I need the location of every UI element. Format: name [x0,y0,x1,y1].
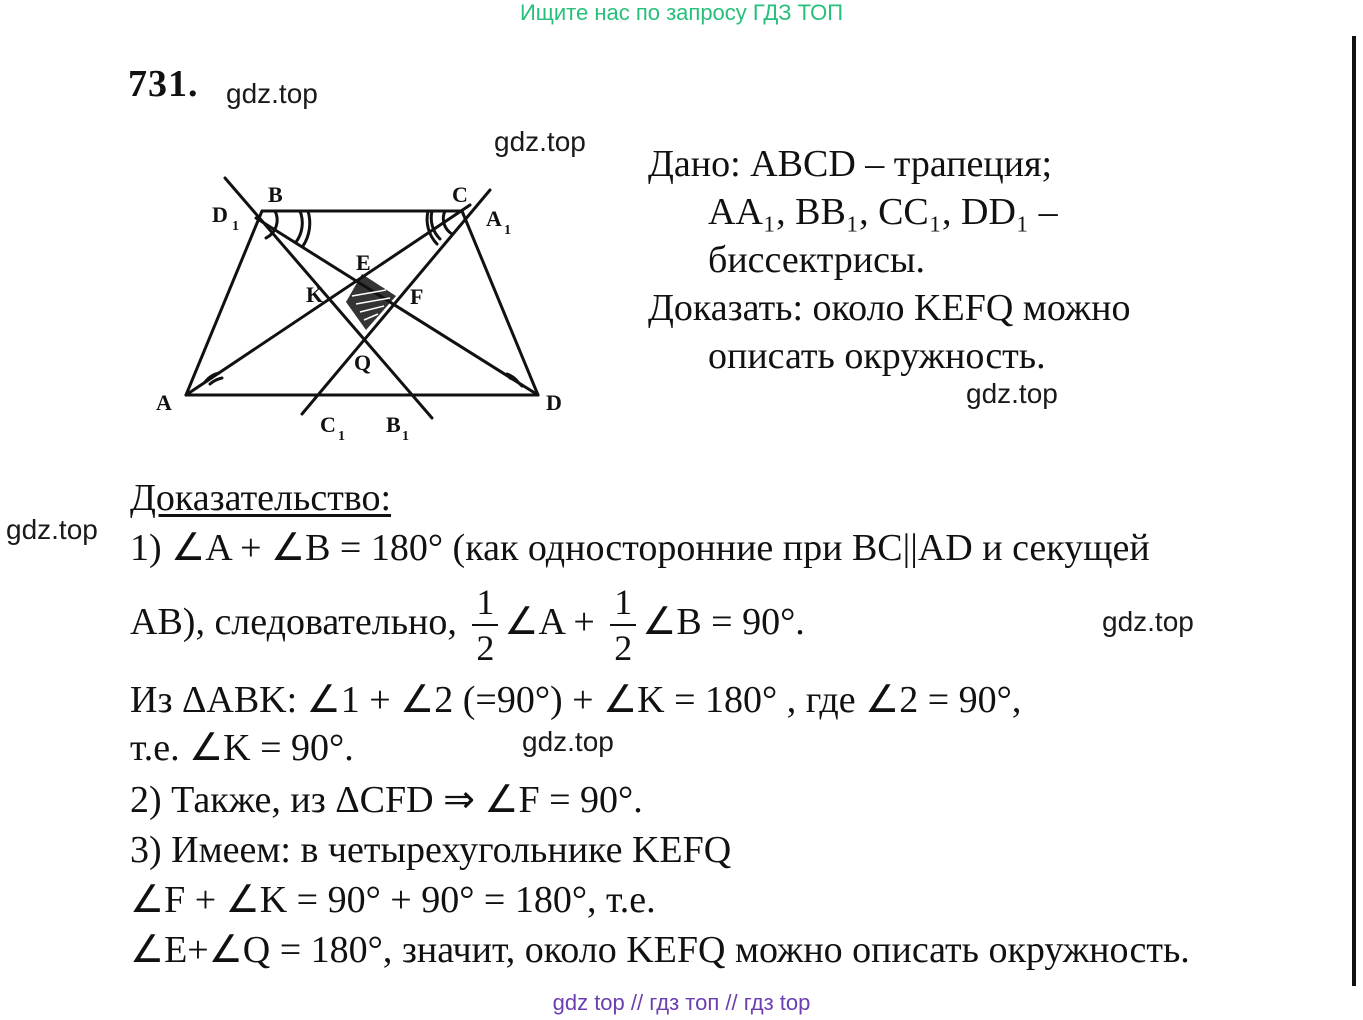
proof-line: Из ΔABK: ∠1 + ∠2 (=90°) + ∠K = 180° , где ∠2 = 90°, [130,679,1022,721]
fraction-numerator: 1 [610,584,636,626]
side-ab [186,211,262,395]
label-e: E [356,250,371,275]
trapezoid-figure [140,160,610,450]
watermark: gdz.top [226,78,318,109]
proof-line: ∠F + ∠K = 90° + 90° = 180°, т.е. [130,879,656,921]
label-subscript: 1 [402,429,409,444]
label-a1: A [486,206,502,231]
proof-line: 2) Также, из ΔCFD ⇒ ∠F = 90°. [130,779,643,821]
label-subscript: 1 [338,429,345,444]
angle-arc-b [296,211,302,242]
bisector-dd1 [256,218,538,395]
watermark: gdz.top [522,726,614,757]
proof-line: т.е. ∠K = 90°. [130,727,354,769]
scan-edge-line [1352,36,1356,986]
search-hint-link[interactable]: Ищите нас по запросу ГДЗ ТОП [519,0,844,25]
fraction-denominator: 2 [614,628,633,669]
given-line: Дано: ABCD – трапеция; [648,143,1053,185]
fraction-half [472,582,498,669]
label-d1: D [212,202,228,227]
label-c: C [452,182,468,207]
proof-line-fraction [130,582,805,669]
watermark: gdz.top [966,378,1058,409]
proof-line: 1) ∠A + ∠B = 180° (как односторонние при BC||AD и секущей [130,527,1150,569]
fraction-half [610,582,636,669]
prove-line: Доказать: около KEFQ можно [648,287,1131,329]
proof-text: AB), следовательно, [130,601,457,643]
angle-arc-d [510,378,522,386]
label-q: Q [354,350,372,375]
proof-line: ∠E+∠Q = 180°, значит, около KEFQ можно описать окружность. [130,929,1190,971]
watermark: gdz.top [1102,606,1194,637]
problem-number: 731. [128,63,199,105]
proof-text: ∠B = 90°. [642,601,805,643]
side-cd [462,211,538,395]
proof-text: ∠A + [504,601,595,643]
fraction-numerator: 1 [472,584,498,626]
watermark: gdz.top [494,126,586,157]
given-line: биссектрисы. [708,239,925,281]
fraction-denominator: 2 [476,628,495,669]
proof-title: Доказательство: [130,477,392,519]
given-line: AA₁, BB₁, CC₁, DD₁ – [708,191,1058,233]
proof-line: 3) Имеем: в четырехугольнике KEFQ [130,829,732,871]
prove-line: описать окружность. [708,335,1046,377]
label-k: K [306,282,324,307]
label-subscript: 1 [232,219,239,234]
bisector-aa1 [186,205,470,395]
angle-arc-b [303,211,310,246]
label-b1: B [386,412,401,437]
label-c1: C [320,412,336,437]
label-d: D [546,390,562,415]
label-f: F [410,284,424,309]
footer-links[interactable]: gdz top // гдз топ // гдз top [552,990,811,1015]
label-b: B [268,182,283,207]
label-a: A [156,390,172,415]
label-subscript: 1 [504,223,511,238]
watermark: gdz.top [6,514,98,545]
angle-arc-c [443,211,452,234]
